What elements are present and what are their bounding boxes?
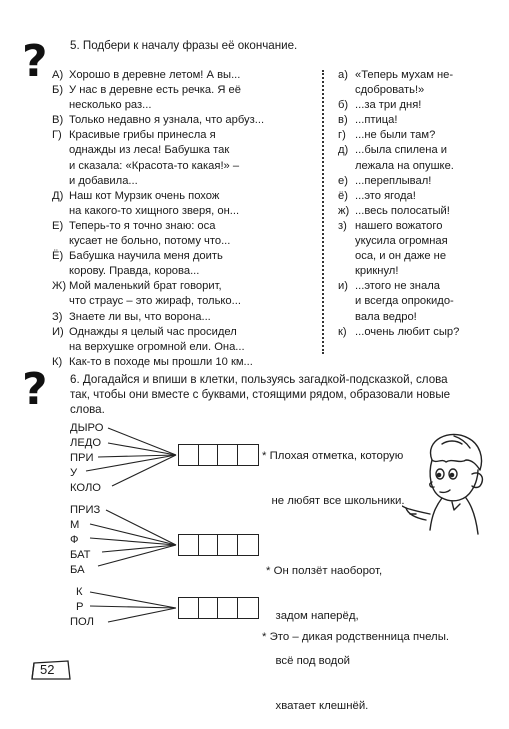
item-letter: а) — [338, 69, 348, 81]
item-text — [355, 189, 416, 204]
answer-cell[interactable] — [178, 444, 200, 466]
item-text — [355, 204, 450, 219]
item-line: ...была спилена и — [355, 144, 448, 157]
phrase-item — [338, 279, 503, 324]
item-line: несколько раз... — [69, 99, 152, 112]
item-line: Знаете ли вы, что ворона... — [69, 310, 211, 323]
riddle-line: хватает клешнёй. — [266, 700, 369, 712]
item-line: ...это ягода! — [355, 189, 416, 202]
word-start: ЛЕДО — [70, 437, 102, 449]
riddle-line: * Он ползёт наоборот, — [266, 565, 383, 577]
answer-boxes — [178, 444, 257, 466]
item-line: Мой маленький брат говорит, — [69, 280, 222, 293]
item-letter: Ж) — [52, 280, 67, 293]
task5-heading: 5. Подбери к началу фразы её окончание. — [70, 39, 298, 52]
riddle-text — [262, 419, 405, 524]
word-start: М — [70, 519, 80, 531]
item-line: и сказала: «Красота-то какая!» – — [69, 159, 240, 172]
item-line: Хорошо в деревне летом! А вы... — [69, 69, 241, 81]
item-line: Только недавно я узнала, что арбуз... — [69, 114, 265, 127]
column-divider — [322, 70, 324, 354]
riddle-text — [262, 600, 449, 660]
item-line: Как-то в походе мы прошли 10 км... — [69, 355, 253, 368]
riddle-line: задом наперёд, — [266, 610, 359, 622]
item-text — [355, 174, 431, 189]
riddle-line: всё под водой — [266, 655, 351, 667]
item-line: ...весь полосатый! — [355, 204, 450, 217]
phrase-item — [338, 98, 503, 113]
item-text — [355, 113, 398, 128]
task6-heading — [70, 372, 450, 417]
riddle-line: * Плохая отметка, которую — [262, 450, 404, 462]
heading-line: слова. — [70, 403, 105, 416]
word-list — [70, 503, 100, 578]
item-letter: И) — [52, 325, 64, 338]
answer-cell[interactable] — [217, 534, 239, 556]
item-text — [355, 143, 454, 173]
item-text — [69, 113, 264, 128]
item-text — [69, 249, 223, 279]
word-start: ДЫРО — [70, 422, 104, 434]
phrase-item — [338, 219, 503, 279]
item-letter: Г) — [52, 129, 62, 142]
item-letter: Е) — [52, 219, 64, 232]
item-letter: б) — [338, 99, 349, 112]
item-text — [69, 219, 230, 249]
word-start: У — [70, 467, 78, 479]
answer-cell[interactable] — [198, 597, 220, 619]
item-letter: А) — [52, 69, 64, 81]
answer-cell[interactable] — [237, 597, 259, 619]
item-line: ...переплывал! — [355, 174, 432, 187]
heading-line: 6. Догадайся и впиши в клетки, пользуясь загадкой-подсказкой, слова — [70, 373, 448, 386]
phrase-item — [338, 68, 503, 98]
phrase-item — [52, 113, 317, 128]
word-start: БА — [70, 564, 85, 576]
word-start: К — [76, 586, 83, 598]
riddle-line: * Это – дикая родственница пчелы. — [262, 631, 450, 643]
phrase-item — [338, 143, 503, 173]
item-line: ...очень любит сыр? — [355, 325, 460, 338]
answer-boxes — [178, 597, 257, 619]
word-start: Ф — [70, 534, 79, 546]
item-letter: Д) — [52, 189, 64, 202]
phrase-item — [52, 355, 317, 370]
phrase-item — [338, 128, 503, 143]
answer-cell[interactable] — [237, 444, 259, 466]
phrase-item — [52, 249, 317, 279]
phrase-item — [338, 174, 503, 189]
item-line: кусает не больно, потому что... — [69, 235, 231, 248]
question-mark-icon: ? — [22, 364, 48, 415]
phrase-item — [52, 128, 317, 188]
item-text — [355, 128, 435, 143]
phrase-item — [338, 325, 503, 340]
item-letter: З) — [52, 310, 63, 323]
item-line: вала ведро! — [355, 310, 417, 323]
item-line: и добавила... — [69, 174, 138, 187]
item-line: нашего вожатого — [355, 219, 443, 232]
phrase-item — [52, 325, 317, 355]
phrase-item — [338, 204, 503, 219]
item-letter: к) — [338, 325, 347, 338]
item-line: Красивые грибы принесла я — [69, 129, 216, 142]
word-list — [70, 421, 103, 496]
answer-cell[interactable] — [198, 534, 220, 556]
word-start: Р — [76, 601, 84, 613]
phrase-item — [52, 68, 317, 83]
item-line: Наш кот Мурзик очень похож — [69, 189, 220, 202]
word-list — [70, 585, 94, 630]
item-line: что страус – это жираф, только... — [69, 295, 241, 308]
item-line: «Теперь мухам не- — [355, 69, 454, 81]
phrase-item — [338, 189, 503, 204]
item-text — [355, 98, 421, 113]
item-line: корову. Правда, корова... — [69, 265, 200, 278]
answer-cell[interactable] — [237, 534, 259, 556]
task5-right-column — [338, 68, 503, 340]
item-line: на верхушке огромной ели. Она... — [69, 340, 245, 353]
item-line: сдобровать!» — [355, 84, 425, 97]
item-line: ...этого не знала — [355, 280, 440, 293]
answer-cell[interactable] — [178, 534, 200, 556]
answer-cell[interactable] — [198, 444, 220, 466]
item-text — [69, 310, 211, 325]
item-line: на какого-то хищного зверя, он... — [69, 204, 240, 217]
phrase-item — [52, 219, 317, 249]
task5-left-column — [52, 68, 317, 370]
item-line: Бабушка научила меня доить — [69, 250, 223, 263]
phrase-item — [52, 279, 317, 309]
page-number: 52 — [40, 662, 55, 677]
question-mark-icon: ? — [22, 36, 48, 87]
item-line: лежала на опушке. — [355, 159, 454, 172]
item-letter: в) — [338, 114, 348, 127]
phrase-item — [52, 310, 317, 325]
answer-cell[interactable] — [178, 597, 200, 619]
item-letter: К) — [52, 355, 63, 368]
item-line: Теперь-то я точно знаю: оса — [69, 219, 216, 232]
item-line: ...не были там? — [355, 129, 436, 142]
item-text — [69, 189, 239, 219]
item-text — [69, 83, 241, 113]
word-start: КОЛО — [70, 482, 102, 494]
item-letter: е) — [338, 174, 348, 187]
item-line: однажды из леса! Бабушка так — [69, 144, 230, 157]
word-start: ПОЛ — [70, 616, 94, 628]
item-text — [355, 325, 459, 340]
riddle-line: не любят все школьники. — [262, 495, 405, 507]
item-text — [355, 219, 448, 279]
item-letter: г) — [338, 129, 346, 142]
item-line: оса, и он даже не — [355, 250, 447, 263]
phrase-item — [338, 113, 503, 128]
item-text — [69, 279, 241, 309]
item-letter: ж) — [338, 204, 350, 217]
word-start: ПРИ — [70, 452, 94, 464]
item-text — [355, 279, 454, 324]
item-line: ...птица! — [355, 114, 398, 127]
answer-cell[interactable] — [217, 597, 239, 619]
boy-illustration — [402, 430, 488, 540]
answer-cell[interactable] — [217, 444, 239, 466]
item-text — [69, 68, 240, 83]
item-letter: Б) — [52, 84, 64, 97]
heading-line: так, чтобы они вместе с буквами, стоящими рядом, образовали новые — [70, 388, 451, 401]
item-line: ...за три дня! — [355, 99, 422, 112]
item-line: Однажды я целый час просидел — [69, 325, 237, 338]
item-line: У нас в деревне есть речка. Я её — [69, 84, 242, 97]
word-start: БАТ — [70, 549, 91, 561]
phrase-item — [52, 189, 317, 219]
item-letter: Ё) — [52, 250, 64, 263]
answer-boxes — [178, 534, 257, 556]
item-letter: д) — [338, 144, 349, 157]
item-letter: В) — [52, 114, 64, 127]
item-text — [355, 68, 453, 98]
item-letter: ё) — [338, 189, 348, 202]
item-text — [69, 355, 253, 370]
item-letter: з) — [338, 219, 347, 232]
item-text — [69, 128, 239, 188]
item-line: и всегда опрокидо- — [355, 295, 454, 308]
item-line: укусила огромная — [355, 235, 448, 248]
item-text — [69, 325, 245, 355]
item-line: крикнул! — [355, 265, 399, 278]
phrase-item — [52, 83, 317, 113]
word-start: ПРИЗ — [70, 504, 101, 516]
item-letter: и) — [338, 280, 348, 293]
